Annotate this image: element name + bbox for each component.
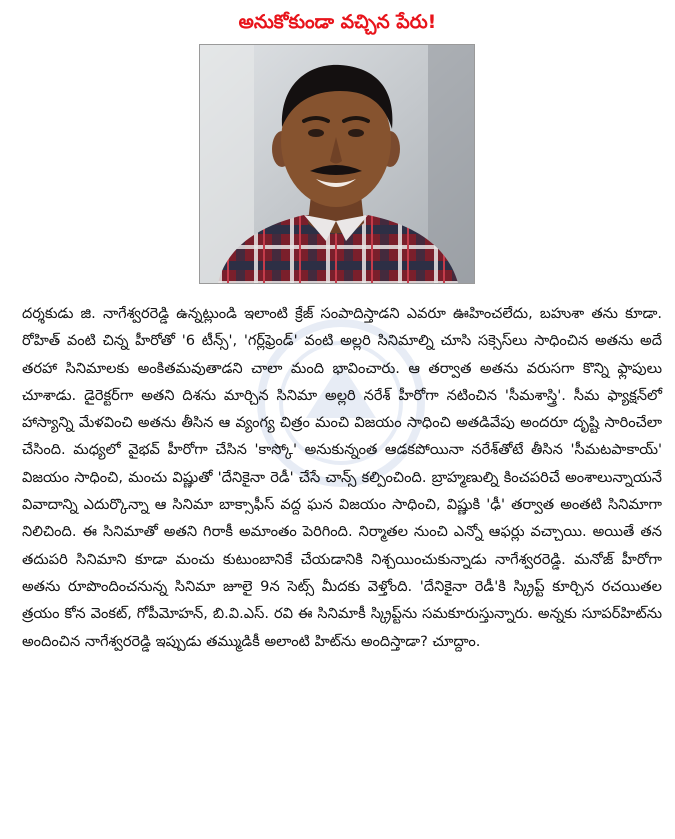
article-headline: అనుకోకుండా వచ్చిన పేరు! [238,11,437,33]
portrait-photo [199,44,475,284]
portrait-illustration [200,45,474,283]
article-body: దర్శకుడు జి. నాగేశ్వరరెడ్డి ఉన్నట్లుండి ఇలాంటి క్రేజ్ సంపాదిస్తాడని ఎవరూ ఊహించలేదు, బహుశా తను కూడా. రోహిత్ వంటి చిన్న హీరోతో '6 టీన్స్', 'గర్ల్‌ఫ్రెండ్' వంటి అల్లరి సినిమాల్ని చూసి సక్సెస్‌లు సాధించిన అతను అదే తరహా సినిమాలకు అంకితమవుతాడని చాలా మంది భావించారు. ఆ తర్వాత అతను వరుసగా కొన్ని ఫ్లాపులు చూశాడు. డైరెక్టర్‌గా అతని దిశను మార్చిన సినిమా అల్లరి నరేశ్ హీరోగా నటించిన 'సీమశాస్త్రి'. సీమ ఫ్యాక్షన్‌లో హాస్యాన్ని మేళవించి అతను తీసిన ఆ వ్యంగ్య చిత్రం మంచి విజయం సాధించి అతడివేపు అందరూ దృష్టి సారించేలా చేసింది. మధ్యలో వైభవ్ హీరోగా చేసిన 'కాస్కో' అనుకున్నంత ఆడకపోయినా నరేశ్‌తోటే తీసిన 'సీమటపాకాయ్' విజయం సాధించి, మంచు విష్ణుతో 'దేనికైనా రెడీ' చేసే చాన్స్ కల్పించింది. బ్రాహ్మణుల్ని కించపరిచే అంశాలున్నాయనే వివాదాన్ని ఎదుర్కొన్నా ఆ సినిమా బాక్సాఫీస్ వద్ద ఘన విజయం సాధించి, విష్ణుకి 'ఢీ' తర్వాత అంతటి సినిమాగా నిలిచింది. ఈ సినిమాతో అతని గిరాకీ అమాంతం పెరిగింది. నిర్మాతల నుంచి ఎన్నో ఆఫర్లు వచ్చాయి. అయితే తన తదుపరి సినిమాని కూడా మంచు కుటుంబానికే చేయడానికి నిశ్చయించుకున్నాడు నాగేశ్వరరెడ్డి. మనోజ్ హీరోగా అతను రూపొందించనున్న సినిమా జూలై 9న సెట్స్ మీదకు వెళ్తోంది. 'దేనికైనా రెడీ'కి స్క్రిప్ట్ కూర్చిన రచయితల త్రయం కోన వెంకట్, గోపీమోహన్, బి.వి.ఎస్. రవి ఈ సినిమాకీ స్క్రిప్ట్‌ను సమకూరుస్తున్నారు. అన్నకు సూపర్‌హిట్‌ను అందించిన నాగేశ్వరరెడ్డి ఇప్పుడు తమ్ముడికీ అలాంటి హిట్‌ను అందిస్తాడా? చూద్దాం. [22,305,662,650]
